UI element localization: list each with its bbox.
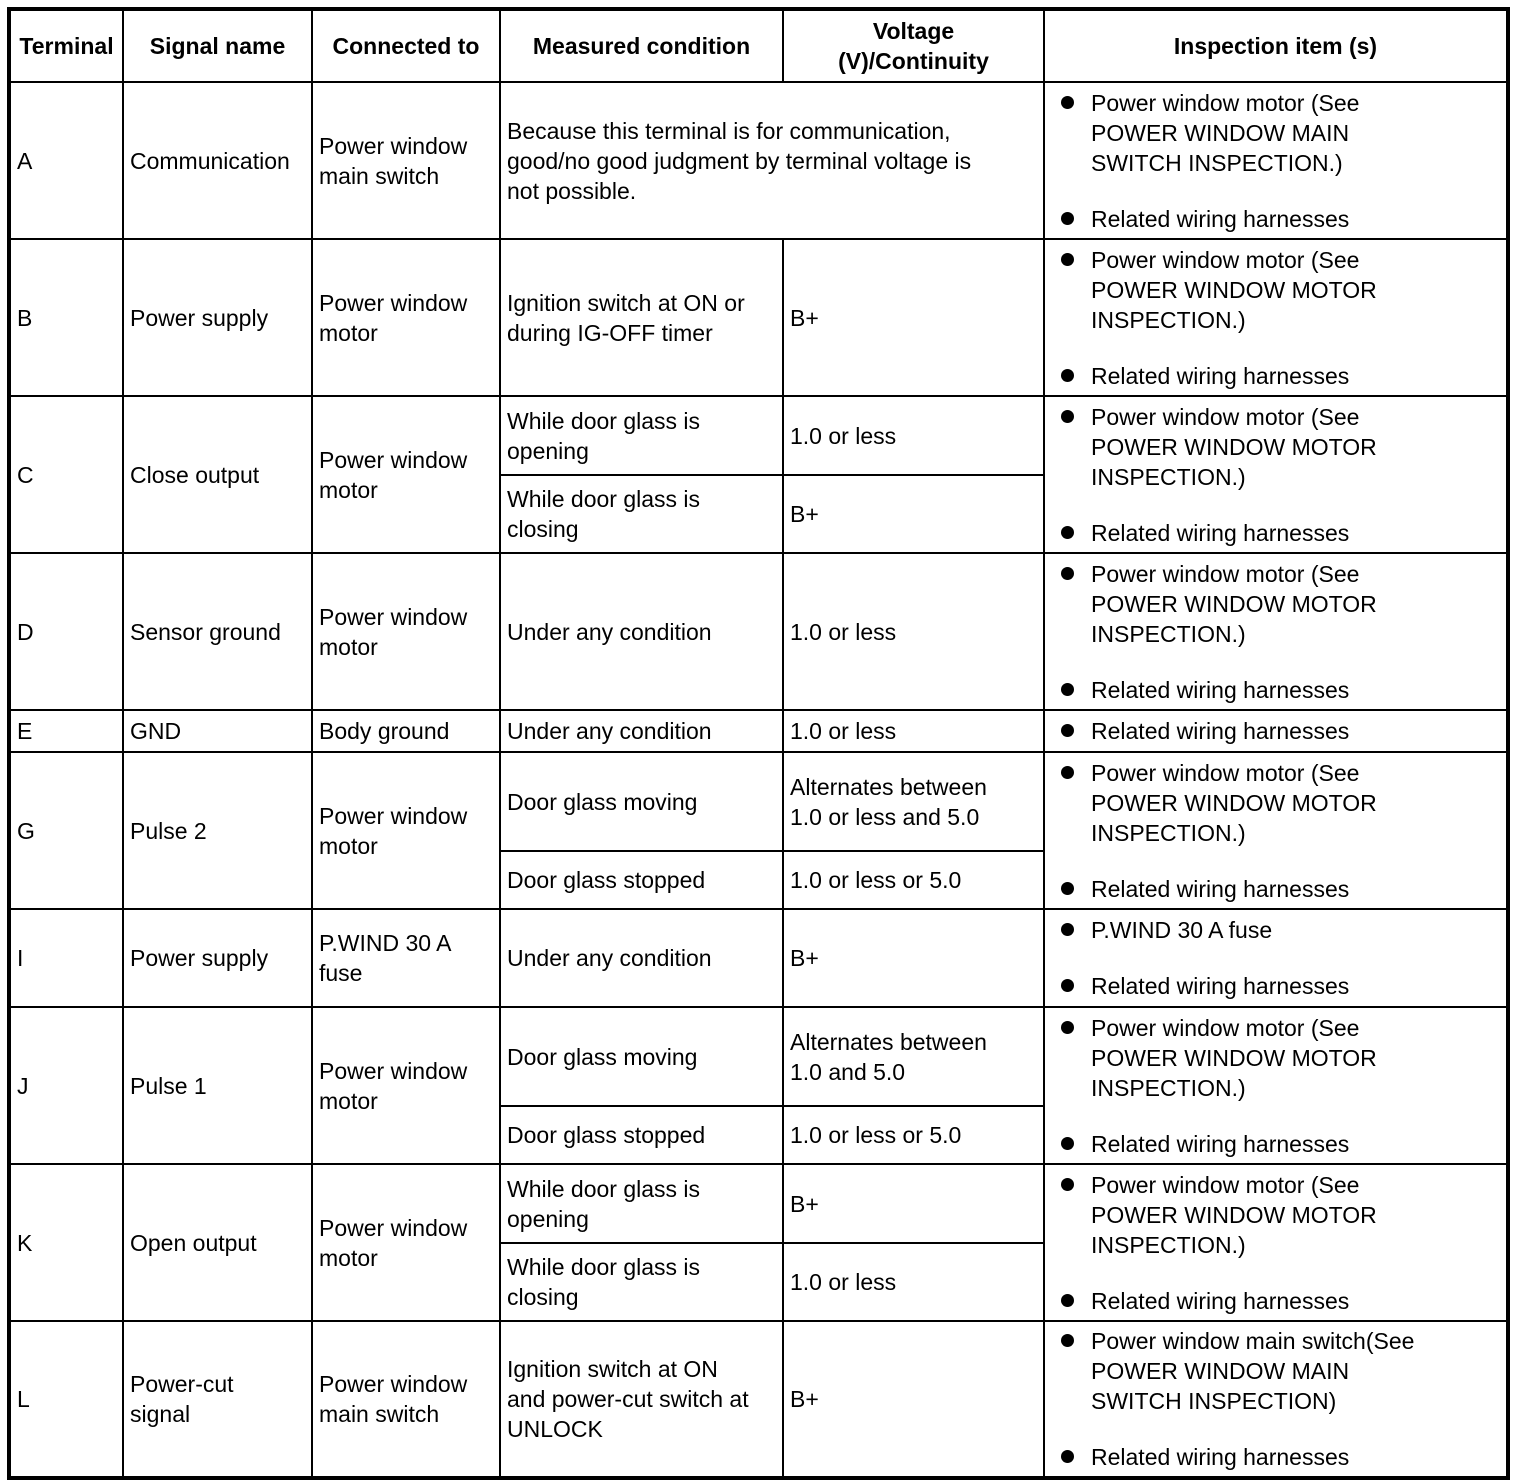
- table-row: [9, 710, 1508, 752]
- note-line: good/no good judgment by terminal voltage is: [507, 147, 972, 174]
- header-voltage-line-2: (V)/Continuity: [838, 48, 989, 74]
- signal-name-cell: Power supply: [123, 239, 312, 396]
- voltage-cell: [783, 752, 1044, 851]
- signal-name-cell: Communication: [123, 82, 312, 239]
- connected-to-cell: [312, 1164, 500, 1321]
- header-signal-name: Signal name: [123, 9, 312, 82]
- connected-line: fuse: [319, 960, 363, 986]
- inspection-bullet: Related wiring harnesses: [1091, 874, 1500, 904]
- voltage-cell: 1.0 or less: [783, 710, 1044, 752]
- measured-condition-cell: [500, 1321, 783, 1478]
- condition-line: closing: [507, 516, 579, 542]
- header-terminal: Terminal: [9, 9, 123, 82]
- measured-condition-cell: Door glass moving: [500, 1007, 783, 1106]
- connected-line: Power window: [319, 132, 468, 159]
- inspection-bullet: Related wiring harnesses: [1091, 716, 1500, 746]
- voltage-cell: B+: [783, 909, 1044, 1007]
- inspection-cell: [1044, 396, 1508, 553]
- measured-condition-cell: Under any condition: [500, 553, 783, 710]
- terminal-cell: K: [9, 1164, 123, 1321]
- signal-name-cell: Close output: [123, 396, 312, 553]
- inspection-bullet: Power window motor (See POWER WINDOW MAIN SWITCH INSPECTION.): [1091, 88, 1500, 178]
- note-line: Because this terminal is for communication,: [507, 117, 951, 144]
- measured-condition-cell: [500, 475, 783, 553]
- measured-condition-cell: Door glass stopped: [500, 851, 783, 909]
- voltage-cell: B+: [783, 239, 1044, 396]
- inspection-bullet: Related wiring harnesses: [1091, 1286, 1500, 1316]
- voltage-cell: 1.0 or less: [783, 1243, 1044, 1321]
- inspection-bullet: Related wiring harnesses: [1091, 1442, 1500, 1472]
- terminal-cell: B: [9, 239, 123, 396]
- inspection-cell: [1044, 1007, 1508, 1164]
- inspection-cell: [1044, 710, 1508, 752]
- connected-line: motor: [319, 633, 378, 660]
- inspection-bullet: Related wiring harnesses: [1091, 675, 1500, 705]
- connected-to-cell: [312, 752, 500, 909]
- condition-line: opening: [507, 1205, 589, 1232]
- measured-condition-cell: Door glass moving: [500, 752, 783, 851]
- terminal-table: [7, 7, 1510, 1480]
- terminal-cell: C: [9, 396, 123, 553]
- measured-condition-cell: [500, 396, 783, 475]
- measured-condition-cell: Under any condition: [500, 710, 783, 752]
- condition-line: While door glass is: [507, 1175, 701, 1202]
- terminal-cell: D: [9, 553, 123, 710]
- connected-to-cell: [312, 909, 500, 1007]
- header-voltage-line-1: Voltage: [872, 18, 955, 44]
- inspection-bullet: Power window motor (See POWER WINDOW MOTOR INSPECTION.): [1091, 402, 1500, 492]
- table-row: [9, 239, 1508, 396]
- measured-condition-cell: Under any condition: [500, 909, 783, 1007]
- inspection-cell: [1044, 752, 1508, 909]
- voltage-cell: 1.0 or less or 5.0: [783, 1106, 1044, 1164]
- note-line: not possible.: [507, 177, 637, 204]
- connected-line: Power window: [319, 802, 468, 829]
- header-connected-to: Connected to: [312, 9, 500, 82]
- condition-line: and power-cut switch at: [507, 1386, 749, 1412]
- voltage-line: Alternates between: [790, 773, 987, 800]
- signal-line: signal: [130, 1401, 191, 1427]
- connected-line: main switch: [319, 1401, 440, 1427]
- connected-to-cell: Body ground: [312, 710, 500, 752]
- inspection-bullet: P.WIND 30 A fuse: [1091, 915, 1500, 945]
- connected-line: motor: [319, 1244, 378, 1271]
- voltage-cell: 1.0 or less: [783, 553, 1044, 710]
- inspection-bullet: Power window motor (See POWER WINDOW MOTOR INSPECTION.): [1091, 1170, 1500, 1260]
- terminal-cell: A: [9, 82, 123, 239]
- voltage-line: Alternates between: [790, 1028, 987, 1055]
- terminal-cell: J: [9, 1007, 123, 1164]
- table-row: [9, 752, 1508, 851]
- connected-to-cell: [312, 553, 500, 710]
- table-row: [9, 1321, 1508, 1478]
- condition-line: While door glass is: [507, 1254, 701, 1280]
- inspection-bullet: Power window main switch(See POWER WINDOW MAIN SWITCH INSPECTION): [1091, 1326, 1500, 1416]
- inspection-cell: [1044, 82, 1508, 239]
- voltage-cell: [783, 1007, 1044, 1106]
- signal-name-cell: Sensor ground: [123, 553, 312, 710]
- inspection-bullet: Power window motor (See POWER WINDOW MOTOR INSPECTION.): [1091, 245, 1500, 335]
- voltage-line: 1.0 or less and 5.0: [790, 803, 980, 830]
- signal-line: Power-cut: [130, 1371, 234, 1397]
- communication-note-cell: [500, 82, 1044, 239]
- condition-line: While door glass is: [507, 486, 701, 512]
- measured-condition-cell: [500, 239, 783, 396]
- inspection-cell: [1044, 909, 1508, 1007]
- connected-line: P.WIND 30 A: [319, 930, 452, 956]
- measured-condition-cell: Door glass stopped: [500, 1106, 783, 1164]
- condition-line: Ignition switch at ON or: [507, 289, 745, 316]
- measured-condition-cell: [500, 1164, 783, 1243]
- terminal-cell: L: [9, 1321, 123, 1478]
- signal-name-cell: GND: [123, 710, 312, 752]
- inspection-bullet: Related wiring harnesses: [1091, 518, 1500, 548]
- signal-name-cell: Power supply: [123, 909, 312, 1007]
- inspection-bullet: Power window motor (See POWER WINDOW MOTOR INSPECTION.): [1091, 1013, 1500, 1103]
- signal-name-cell: Open output: [123, 1164, 312, 1321]
- condition-line: closing: [507, 1284, 579, 1310]
- connected-line: main switch: [319, 162, 440, 189]
- signal-name-cell: Pulse 1: [123, 1007, 312, 1164]
- inspection-cell: [1044, 553, 1508, 710]
- connected-line: Power window: [319, 1214, 468, 1241]
- connected-line: Power window: [319, 446, 468, 473]
- connected-to-cell: [312, 1321, 500, 1478]
- voltage-cell: B+: [783, 475, 1044, 553]
- voltage-cell: 1.0 or less: [783, 396, 1044, 475]
- connected-line: Power window: [319, 1057, 468, 1084]
- connected-to-cell: [312, 82, 500, 239]
- inspection-bullet: Related wiring harnesses: [1091, 971, 1500, 1001]
- table-row: [9, 1164, 1508, 1243]
- condition-line: UNLOCK: [507, 1416, 603, 1442]
- inspection-bullet: Power window motor (See POWER WINDOW MOTOR INSPECTION.): [1091, 559, 1500, 649]
- terminal-cell: I: [9, 909, 123, 1007]
- table-row: [9, 82, 1508, 239]
- inspection-bullet: Related wiring harnesses: [1091, 1129, 1500, 1159]
- signal-name-cell: Pulse 2: [123, 752, 312, 909]
- measured-condition-cell: [500, 1243, 783, 1321]
- header-voltage: [783, 9, 1044, 82]
- connected-to-cell: [312, 1007, 500, 1164]
- connected-line: motor: [319, 1087, 378, 1114]
- connected-to-cell: [312, 396, 500, 553]
- terminal-cell: G: [9, 752, 123, 909]
- signal-name-cell: [123, 1321, 312, 1478]
- header-measured-condition: Measured condition: [500, 9, 783, 82]
- table-row: [9, 396, 1508, 475]
- connected-to-cell: [312, 239, 500, 396]
- voltage-cell: B+: [783, 1321, 1044, 1478]
- connected-line: Power window: [319, 603, 468, 630]
- connected-line: motor: [319, 476, 378, 503]
- condition-line: opening: [507, 437, 589, 464]
- inspection-bullet: Power window motor (See POWER WINDOW MOTOR INSPECTION.): [1091, 758, 1500, 848]
- condition-line: during IG-OFF timer: [507, 319, 713, 346]
- inspection-cell: [1044, 1164, 1508, 1321]
- condition-line: Ignition switch at ON: [507, 1356, 718, 1382]
- voltage-cell: 1.0 or less or 5.0: [783, 851, 1044, 909]
- table-row: [9, 909, 1508, 1007]
- inspection-bullet: Related wiring harnesses: [1091, 361, 1500, 391]
- table-row: [9, 1007, 1508, 1106]
- connected-line: Power window: [319, 1371, 468, 1397]
- voltage-line: 1.0 and 5.0: [790, 1058, 906, 1085]
- header-inspection-items: Inspection item (s): [1044, 9, 1508, 82]
- header-row: [9, 9, 1508, 82]
- connected-line: Power window: [319, 289, 468, 316]
- connected-line: motor: [319, 319, 378, 346]
- inspection-cell: [1044, 239, 1508, 396]
- condition-line: While door glass is: [507, 407, 701, 434]
- table-row: [9, 553, 1508, 710]
- terminal-cell: E: [9, 710, 123, 752]
- inspection-bullet: Related wiring harnesses: [1091, 204, 1500, 234]
- voltage-cell: B+: [783, 1164, 1044, 1243]
- connected-line: motor: [319, 832, 378, 859]
- inspection-cell: [1044, 1321, 1508, 1478]
